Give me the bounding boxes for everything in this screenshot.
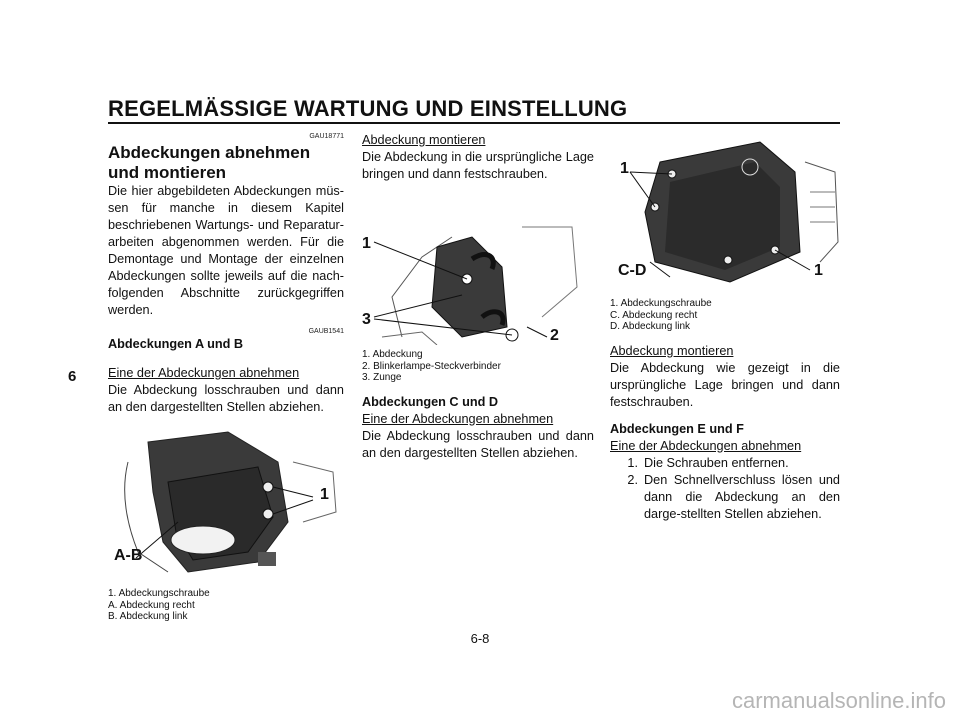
step-number: 2.: [627, 472, 638, 487]
caption-item: 2. Blinkerlampe-Steckverbinder: [362, 360, 501, 372]
figure-callout-1-top: 1: [620, 160, 629, 177]
step-text: Den Schnellverschluss lösen und dann die Abdeckung an den darge-stellten Stellen abziehen.: [644, 472, 840, 521]
sub-heading: Abdeckungen C und D: [362, 394, 499, 409]
figure-callout-1: 1: [362, 235, 371, 252]
caption-item: 1. Abdeckungschraube: [108, 588, 210, 599]
caption-item: D. Abdeckung link: [610, 321, 691, 332]
list-item: [610, 472, 840, 523]
caption-list: [610, 298, 840, 333]
sub-heading: Abdeckungen E und F: [610, 421, 744, 436]
mount-heading: Abdeckung montieren: [362, 133, 486, 147]
caption-item: B. Abdeckung link: [108, 611, 188, 622]
figure-cover-indicator: [362, 187, 594, 345]
figure-callout-3: 3: [362, 311, 371, 328]
mount-text: Die Abdeckung in die ursprüngliche Lage bringen und dann festschrauben.: [362, 150, 594, 181]
remove-heading: Eine der Abdeckungen abnehmen: [362, 411, 554, 426]
caption-item: 3. Zunge: [362, 372, 402, 383]
sub-heading: Abdeckungen A und B: [108, 337, 244, 351]
list-item: [610, 455, 840, 472]
watermark: carmanualsonline.info: [731, 688, 946, 713]
column-2: [362, 132, 594, 462]
caption-item: A. Abdeckung recht: [108, 599, 195, 611]
chapter-tab: 6: [68, 368, 77, 385]
section-heading: Abdeckungen abnehmen und montieren: [108, 143, 311, 182]
page-number: 6-8: [470, 631, 490, 646]
mount-text: Die Abdeckung wie gezeigt in die ursprüngliche Lage bringen und dann festschrauben.: [610, 360, 840, 409]
figure-cover-cd: [610, 132, 840, 292]
page-header-title: REGELMÄSSIGE WARTUNG UND EINSTELLUNG: [108, 96, 628, 121]
figure-callout-cd: C-D: [618, 262, 647, 279]
cover-indicator-illustration: [362, 187, 594, 345]
caption-list: [362, 349, 594, 384]
header-rule: [108, 122, 840, 124]
caption-item: 1. Abdeckungschraube: [610, 298, 712, 309]
reference-code: GAUB1541: [308, 328, 344, 335]
remove-heading: Eine der Abdeckungen abnehmen: [610, 438, 802, 453]
figure-cover-ab: [108, 422, 344, 582]
figure-callout-2: 2: [550, 327, 559, 344]
intro-paragraph: Die hier abgebildeten Abdeckungen müs-sen für manche in diesem Kapitel beschriebenen Wartungs- und Reparatur-arbeiten abgenommen werden. Für die Demontage und Montage der einzelnen Abdeckungen sollte jeweils auf die nach-folgenden Abschnitte zurückgegriffen werden.: [108, 184, 344, 317]
cover-ab-illustration: [108, 422, 344, 582]
step-number: 1.: [627, 455, 638, 470]
column-3: [610, 132, 840, 523]
steps-list: [610, 455, 840, 523]
caption-item: 1. Abdeckung: [362, 349, 423, 360]
figure-callout-1: 1: [320, 486, 329, 503]
remove-text: Die Abdeckung losschrauben und dann an den dargestellten Stellen abziehen.: [362, 428, 594, 460]
remove-heading: Eine der Abdeckungen abnehmen: [108, 366, 300, 380]
caption-list: [108, 588, 344, 623]
mount-heading: Abdeckung montieren: [610, 343, 734, 358]
reference-code: GAU18771: [309, 133, 344, 140]
remove-text: Die Abdeckung losschrauben und dann an den dargestellten Stellen abziehen.: [108, 383, 344, 414]
column-1: [108, 132, 344, 623]
step-text: Die Schrauben entfernen.: [644, 455, 789, 470]
caption-item: C. Abdeckung recht: [610, 309, 698, 321]
figure-callout-1-bottom: 1: [814, 262, 823, 279]
figure-callout-ab: A-B: [114, 547, 143, 564]
